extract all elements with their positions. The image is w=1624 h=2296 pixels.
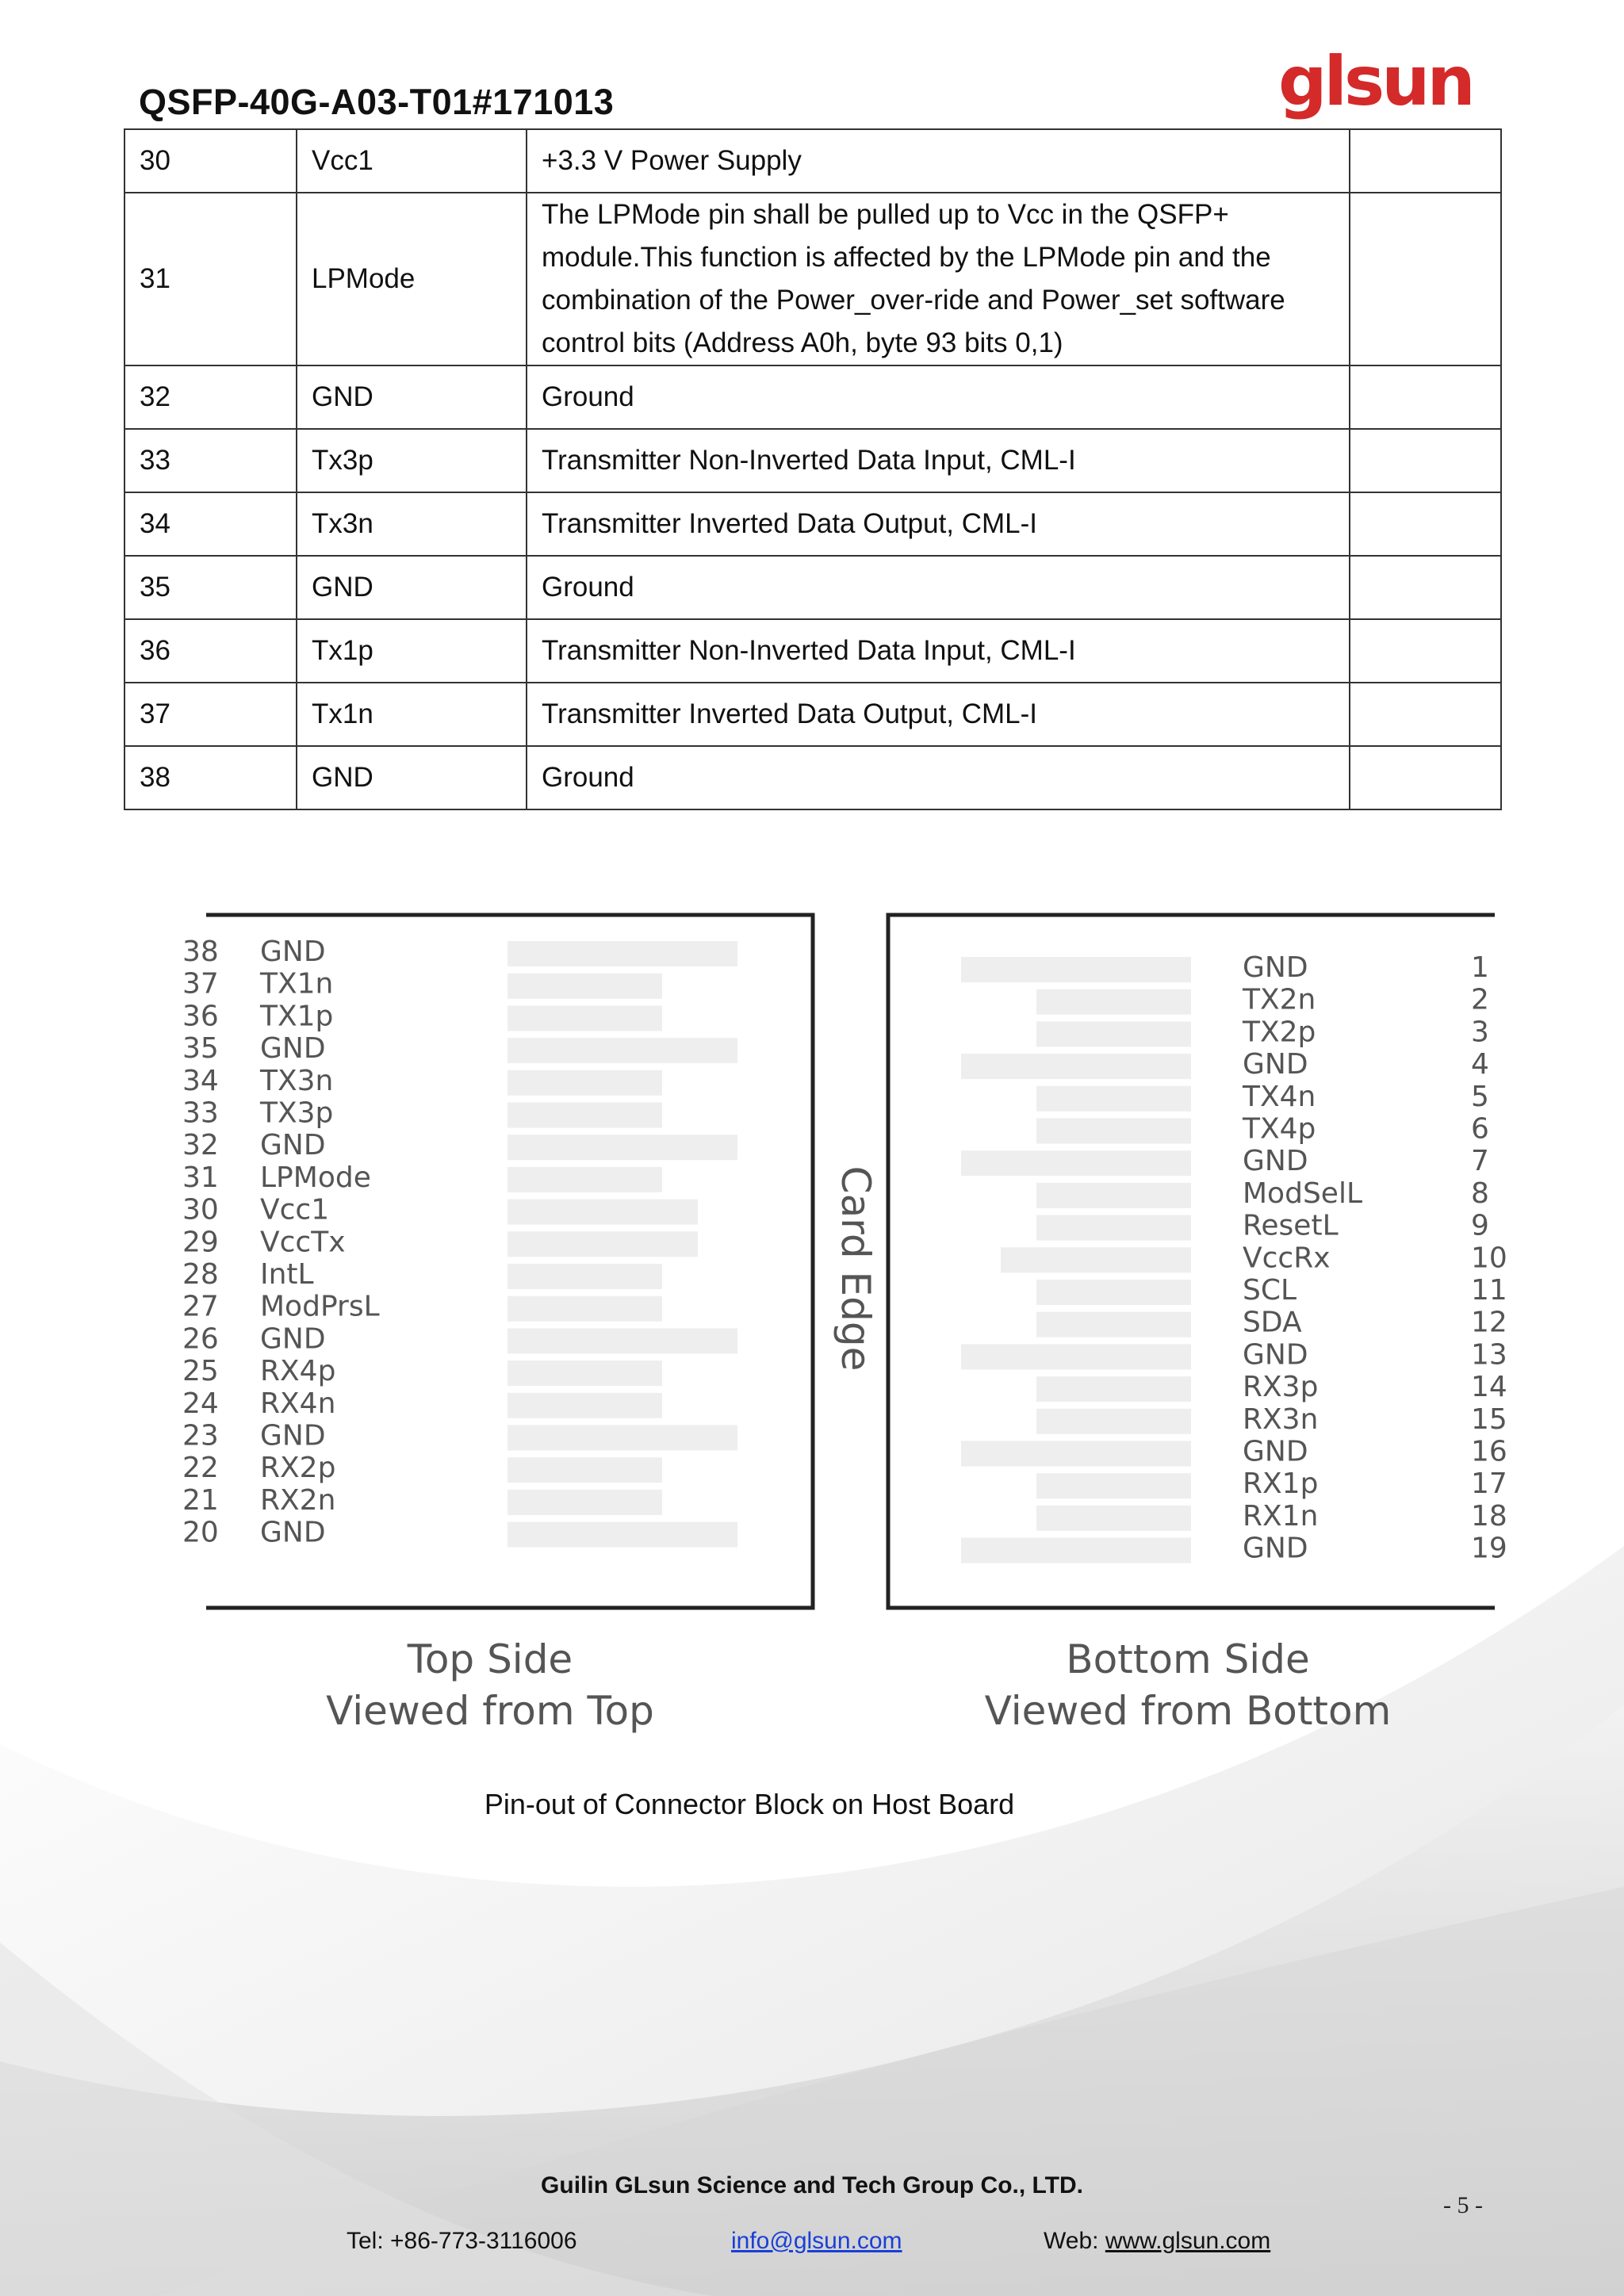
table-row bbox=[124, 429, 1501, 492]
top-contact-pad bbox=[508, 1522, 737, 1548]
pin-note-cell bbox=[1350, 619, 1501, 683]
pin-note-cell bbox=[1350, 365, 1501, 429]
bottom-pin-name: GND bbox=[1243, 1532, 1308, 1565]
table-row bbox=[124, 683, 1501, 746]
footer-web bbox=[1044, 2228, 1270, 2255]
bottom-pin-number: 14 bbox=[1471, 1371, 1507, 1404]
top-pin-name: GND bbox=[260, 1129, 326, 1162]
bottom-pin-number: 16 bbox=[1471, 1435, 1507, 1468]
bottom-pin-name: GND bbox=[1243, 1145, 1308, 1178]
top-pin-number: 20 bbox=[182, 1516, 219, 1549]
bottom-pin-number: 3 bbox=[1471, 1016, 1489, 1049]
top-pin-number: 33 bbox=[182, 1096, 219, 1130]
top-pin-name: GND bbox=[260, 1516, 326, 1549]
bottom-pin-number: 6 bbox=[1471, 1112, 1489, 1146]
top-contact-pad bbox=[508, 1296, 662, 1322]
footer-email-link[interactable]: info@glsun.com bbox=[731, 2228, 902, 2254]
bottom-contact-pad bbox=[961, 1538, 1191, 1563]
pin-note-cell bbox=[1350, 683, 1501, 746]
pin-symbol-cell: Tx1n bbox=[297, 683, 527, 746]
bottom-pin-number: 13 bbox=[1471, 1338, 1507, 1372]
top-pin-name: GND bbox=[260, 1419, 326, 1452]
top-pin-number: 37 bbox=[182, 967, 219, 1001]
top-contact-pad bbox=[508, 1360, 662, 1386]
bottom-contact-pad bbox=[1036, 1086, 1191, 1112]
bottom-contact-pad bbox=[1036, 1376, 1191, 1402]
bottom-pin-number: 15 bbox=[1471, 1402, 1507, 1436]
pin-description-cell: Ground bbox=[527, 556, 1350, 619]
bottom-pin-name: ModSelL bbox=[1243, 1177, 1362, 1210]
top-pin-number: 32 bbox=[182, 1129, 219, 1162]
top-pin-number: 36 bbox=[182, 1000, 219, 1033]
bottom-pin-name: TX4n bbox=[1243, 1080, 1316, 1113]
bottom-side-pins bbox=[961, 951, 1507, 1565]
bottom-pin-name: TX2p bbox=[1243, 1016, 1316, 1049]
top-contact-pad bbox=[508, 1264, 662, 1289]
bottom-pin-name: GND bbox=[1243, 951, 1308, 984]
pin-symbol-cell: Vcc1 bbox=[297, 129, 527, 193]
top-pin-number: 21 bbox=[182, 1483, 219, 1517]
top-contact-pad bbox=[508, 1135, 737, 1160]
pin-number-cell: 34 bbox=[124, 492, 297, 556]
footer-web-label: Web: bbox=[1044, 2228, 1105, 2254]
bottom-pin-name: TX4p bbox=[1243, 1112, 1316, 1146]
bottom-pin-name: RX1p bbox=[1243, 1468, 1319, 1501]
bottom-pin-name: VccRx bbox=[1243, 1242, 1331, 1275]
top-pin-name: TX1p bbox=[260, 1000, 334, 1033]
top-pin-number: 22 bbox=[182, 1452, 219, 1485]
bottom-contact-pad bbox=[1036, 1312, 1191, 1337]
figure-caption: Pin-out of Connector Block on Host Board bbox=[484, 1788, 1015, 1820]
top-pin-name: RX2p bbox=[260, 1452, 336, 1485]
pin-symbol-cell: LPMode bbox=[297, 193, 527, 365]
pin-description-cell: +3.3 V Power Supply bbox=[527, 129, 1350, 193]
top-contact-pad bbox=[508, 1038, 737, 1063]
table-row bbox=[124, 619, 1501, 683]
top-pin-number: 38 bbox=[182, 936, 219, 968]
top-pin-name: RX2n bbox=[260, 1483, 336, 1517]
pin-symbol-cell: Tx3n bbox=[297, 492, 527, 556]
top-pin-number: 29 bbox=[182, 1226, 219, 1259]
top-pin-name: RX4n bbox=[260, 1387, 336, 1420]
top-pin-name: IntL bbox=[260, 1258, 314, 1291]
bottom-pin-name: GND bbox=[1243, 1338, 1308, 1372]
bottom-contact-pad bbox=[961, 1441, 1191, 1467]
glsun-logo bbox=[1277, 52, 1491, 132]
pin-number-cell: 30 bbox=[124, 129, 297, 193]
table-row bbox=[124, 492, 1501, 556]
bottom-pin-number: 2 bbox=[1471, 983, 1489, 1016]
pin-description-cell: Transmitter Inverted Data Output, CML-I bbox=[527, 683, 1350, 746]
bottom-contact-pad bbox=[1036, 1183, 1191, 1208]
bottom-pin-number: 18 bbox=[1471, 1499, 1507, 1533]
top-pin-name: RX4p bbox=[260, 1355, 336, 1388]
bottom-pin-number: 5 bbox=[1471, 1080, 1489, 1113]
bottom-contact-pad bbox=[1036, 1021, 1191, 1047]
pin-note-cell bbox=[1350, 492, 1501, 556]
bottom-pin-number: 17 bbox=[1471, 1468, 1507, 1501]
top-contact-pad bbox=[508, 1393, 662, 1418]
bottom-contact-pad bbox=[1036, 1473, 1191, 1498]
pin-symbol-cell: GND bbox=[297, 556, 527, 619]
top-contact-pad bbox=[508, 974, 662, 999]
pin-note-cell bbox=[1350, 193, 1501, 365]
bottom-pin-number: 12 bbox=[1471, 1306, 1507, 1339]
bottom-side-label: Bottom Side bbox=[1066, 1636, 1310, 1682]
pin-symbol-cell: GND bbox=[297, 746, 527, 809]
top-contact-pad bbox=[508, 1005, 662, 1031]
pin-note-cell bbox=[1350, 556, 1501, 619]
pin-symbol-cell: Tx1p bbox=[297, 619, 527, 683]
pin-number-cell: 38 bbox=[124, 746, 297, 809]
pin-description-table bbox=[124, 128, 1502, 810]
page-number: - 5 - bbox=[1443, 2192, 1483, 2218]
top-contact-pad bbox=[508, 1200, 698, 1225]
bottom-pin-name: SDA bbox=[1243, 1306, 1302, 1339]
top-contact-pad bbox=[508, 1490, 662, 1515]
top-pin-number: 30 bbox=[182, 1193, 219, 1226]
pin-number-cell: 37 bbox=[124, 683, 297, 746]
top-pin-number: 34 bbox=[182, 1064, 219, 1097]
footer-web-link[interactable]: www.glsun.com bbox=[1105, 2228, 1271, 2254]
pin-description-cell: Ground bbox=[527, 365, 1350, 429]
top-pin-number: 25 bbox=[182, 1355, 219, 1388]
bottom-contact-pad bbox=[1036, 1409, 1191, 1434]
footer-company: Guilin GLsun Science and Tech Group Co., LTD. bbox=[541, 2172, 1083, 2198]
bottom-side-sublabel: Viewed from Bottom bbox=[984, 1688, 1392, 1734]
bottom-pin-name: RX3n bbox=[1243, 1402, 1319, 1436]
top-side-label: Top Side bbox=[407, 1636, 573, 1682]
footer-telephone: Tel: +86-773-3116006 bbox=[347, 2228, 577, 2254]
top-side-sublabel: Viewed from Top bbox=[326, 1688, 654, 1734]
top-contact-pad bbox=[508, 941, 737, 966]
card-edge-label: Card Edge bbox=[833, 1165, 879, 1372]
pin-note-cell bbox=[1350, 746, 1501, 809]
bottom-contact-pad bbox=[961, 1054, 1191, 1079]
pin-number-cell: 36 bbox=[124, 619, 297, 683]
bottom-pin-name: RX1n bbox=[1243, 1499, 1319, 1533]
bottom-pin-number: 1 bbox=[1471, 951, 1489, 984]
document-title: QSFP-40G-A03-T01#171013 bbox=[139, 82, 615, 122]
top-contact-pad bbox=[508, 1167, 662, 1192]
top-pin-number: 27 bbox=[182, 1290, 219, 1323]
top-contact-pad bbox=[508, 1070, 662, 1096]
table-row bbox=[124, 746, 1501, 809]
top-pin-name: GND bbox=[260, 1032, 326, 1066]
top-pin-number: 31 bbox=[182, 1161, 219, 1194]
bottom-pin-name: ResetL bbox=[1243, 1209, 1339, 1242]
bottom-pin-number: 8 bbox=[1471, 1177, 1489, 1210]
bottom-contact-pad bbox=[961, 1150, 1191, 1176]
bottom-pin-number: 19 bbox=[1471, 1532, 1507, 1565]
bottom-pin-name: RX3p bbox=[1243, 1371, 1319, 1404]
top-pin-number: 24 bbox=[182, 1387, 219, 1420]
pin-note-cell bbox=[1350, 429, 1501, 492]
bottom-pin-number: 9 bbox=[1471, 1209, 1489, 1242]
top-pin-name: TX3p bbox=[260, 1096, 334, 1130]
table-row bbox=[124, 365, 1501, 429]
bottom-contact-pad bbox=[961, 1344, 1191, 1369]
pin-number-cell: 33 bbox=[124, 429, 297, 492]
bottom-contact-pad bbox=[1036, 1280, 1191, 1305]
top-pin-name: VccTx bbox=[260, 1226, 346, 1259]
pin-number-cell: 32 bbox=[124, 365, 297, 429]
bottom-pin-number: 4 bbox=[1471, 1048, 1489, 1081]
top-pin-number: 28 bbox=[182, 1258, 219, 1291]
pin-number-cell: 35 bbox=[124, 556, 297, 619]
top-side-pins bbox=[182, 936, 737, 1549]
top-pin-name: TX1n bbox=[260, 967, 334, 1001]
bottom-contact-pad bbox=[1036, 1506, 1191, 1531]
bottom-pin-number: 7 bbox=[1471, 1145, 1489, 1178]
bottom-contact-pad bbox=[1001, 1247, 1191, 1272]
top-pin-number: 26 bbox=[182, 1322, 219, 1356]
bottom-contact-pad bbox=[1036, 1119, 1191, 1144]
bottom-contact-pad bbox=[1036, 1215, 1191, 1241]
top-pin-name: GND bbox=[260, 936, 326, 968]
bottom-pin-name: TX2n bbox=[1243, 983, 1316, 1016]
pin-description-cell: Transmitter Non-Inverted Data Input, CML-I bbox=[527, 429, 1350, 492]
top-contact-pad bbox=[508, 1103, 662, 1128]
pin-description-cell: Transmitter Non-Inverted Data Input, CML-I bbox=[527, 619, 1350, 683]
pinout-drawing bbox=[167, 896, 1515, 1752]
bottom-pin-name: SCL bbox=[1243, 1274, 1297, 1307]
pin-description-cell: Ground bbox=[527, 746, 1350, 809]
top-pin-number: 35 bbox=[182, 1032, 219, 1066]
pin-number-cell: 31 bbox=[124, 193, 297, 365]
bottom-pin-number: 10 bbox=[1471, 1242, 1507, 1275]
top-pin-name: GND bbox=[260, 1322, 326, 1356]
top-contact-pad bbox=[508, 1425, 737, 1451]
logo-wordmark: glsun bbox=[1278, 52, 1473, 121]
top-contact-pad bbox=[508, 1328, 737, 1353]
bottom-contact-pad bbox=[1036, 989, 1191, 1015]
top-pin-name: Vcc1 bbox=[260, 1193, 330, 1226]
top-pin-name: LPMode bbox=[260, 1161, 371, 1194]
top-contact-pad bbox=[508, 1457, 662, 1483]
pin-description-cell: The LPMode pin shall be pulled up to Vcc in the QSFP+ module.This function is affected by the LPMode pin and the combination of the Power_over-ride and Power_set software control bits (Address A0h, byte 93 bits 0,1) bbox=[527, 193, 1350, 365]
top-pin-name: ModPrsL bbox=[260, 1290, 380, 1323]
table-row bbox=[124, 129, 1501, 193]
table-row bbox=[124, 556, 1501, 619]
table-row bbox=[124, 193, 1501, 365]
bottom-pin-name: GND bbox=[1243, 1048, 1308, 1081]
bottom-pin-number: 11 bbox=[1471, 1274, 1507, 1307]
pin-description-cell: Transmitter Inverted Data Output, CML-I bbox=[527, 492, 1350, 556]
top-pin-name: TX3n bbox=[260, 1064, 334, 1097]
pin-symbol-cell: GND bbox=[297, 365, 527, 429]
connector-pinout-diagram bbox=[167, 896, 1515, 1752]
pin-note-cell bbox=[1350, 129, 1501, 193]
top-contact-pad bbox=[508, 1231, 698, 1257]
pin-symbol-cell: Tx3p bbox=[297, 429, 527, 492]
bottom-pin-name: GND bbox=[1243, 1435, 1308, 1468]
top-pin-number: 23 bbox=[182, 1419, 219, 1452]
bottom-contact-pad bbox=[961, 957, 1191, 982]
